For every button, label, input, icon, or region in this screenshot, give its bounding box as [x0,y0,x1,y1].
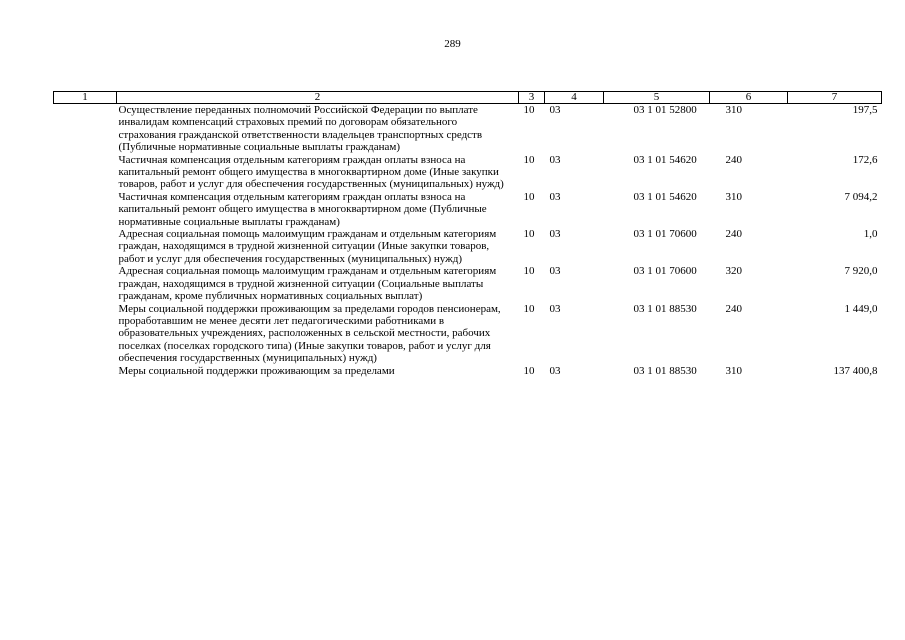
row-expense-type: 320 [725,265,742,278]
row-amount: 7 920,0 [844,265,878,278]
row-amount: 1,0 [863,228,878,241]
row-subsection: 03 [549,302,561,315]
header-col-4: 4 [545,92,604,104]
row-target-article: 03 1 01 70600 [633,265,697,278]
row-section: 10 [523,228,535,241]
header-col-3: 3 [519,92,545,104]
row-name: Частичная компенсация отдельным категориям граждан оплаты взноса на капитальный ремонт общего имущества в многоквартирном доме (Публичные нормативные социальные выплаты гражданам) [118,190,487,228]
header-col-7: 7 [788,92,882,104]
row-section: 10 [523,190,535,203]
row-expense-type: 310 [725,104,742,116]
row-subsection: 03 [549,190,561,203]
row-blank-cell [54,228,117,265]
table-row [54,365,882,377]
header-col-1: 1 [54,92,117,104]
budget-table [53,91,882,377]
row-amount: 197,5 [852,104,878,116]
row-name: Меры социальной поддержки проживающим за пределами городов пенсионерам, проработавшим не менее десяти лет педагогическими работниками в образовательных учреждениях, расположенных в сельской местности, рабочих поселках (поселках городского типа) (Иные закупки товаров, работ и услуг для обеспечения государственных (муниципальных) нужд) [118,302,501,365]
row-subsection: 03 [549,153,561,166]
row-section: 10 [523,104,535,116]
row-section: 10 [523,153,535,166]
row-name: Адресная социальная помощь малоимущим гражданам и отдельным категориям граждан, находящимся в трудной жизненной ситуации (Социальные выплаты гражданам, кроме публичных нормативных социальных выплат) [118,265,497,303]
row-name: Адресная социальная помощь малоимущим гражданам и отдельным категориям граждан, находящимся в трудной жизненной ситуации (Иные закупки товаров, работ и услуг для обеспечения государственных (муниципальных) нужд) [118,228,497,265]
header-col-2: 2 [117,92,519,104]
table-header [54,92,882,104]
row-amount: 7 094,2 [844,190,878,203]
table-row [54,265,882,302]
header-col-6: 6 [710,92,788,104]
table-body [54,104,882,377]
row-target-article: 03 1 01 54620 [633,153,697,166]
row-expense-type: 240 [725,302,742,315]
row-blank-cell [54,104,117,154]
table-row [54,154,882,191]
row-target-article: 03 1 01 54620 [633,190,697,203]
row-name: Осуществление переданных полномочий Российской Федерации по выплате инвалидам компенсаций страховых премий по договорам обязательного страхования гражданской ответственности владельцев транспортных средств (Публичные нормативные социальные выплаты гражданам) [118,104,483,154]
row-subsection: 03 [549,104,561,116]
row-expense-type: 310 [725,190,742,203]
page-number: 289 [444,38,461,50]
row-blank-cell [54,303,117,365]
table-row [54,191,882,228]
row-name: Меры социальной поддержки проживающим за пределами [118,364,395,377]
row-blank-cell [54,191,117,228]
row-blank-cell [54,265,117,302]
row-expense-type: 310 [725,364,742,377]
table-row [54,303,882,365]
row-target-article: 03 1 01 88530 [633,302,697,315]
row-section: 10 [523,364,535,377]
row-section: 10 [523,302,535,315]
row-target-article: 03 1 01 88530 [633,364,697,377]
row-blank-cell [54,365,117,377]
row-blank-cell [54,154,117,191]
row-subsection: 03 [549,265,561,278]
row-name: Частичная компенсация отдельным категориям граждан оплаты взноса на капитальный ремонт общего имущества в многоквартирном доме (Иные закупки товаров, работ и услуг для обеспечения государственных (муниципальных) нужд) [118,153,504,191]
header-col-5: 5 [604,92,710,104]
row-section: 10 [523,265,535,278]
row-subsection: 03 [549,364,561,377]
row-amount: 1 449,0 [844,302,878,315]
row-expense-type: 240 [725,153,742,166]
row-subsection: 03 [549,228,561,241]
row-expense-type: 240 [725,228,742,241]
row-target-article: 03 1 01 52800 [633,104,697,116]
row-target-article: 03 1 01 70600 [633,228,697,241]
row-amount: 137 400,8 [833,364,878,377]
table-row [54,228,882,265]
row-amount: 172,6 [852,153,878,166]
table-row [54,104,882,154]
header-row [54,92,882,104]
